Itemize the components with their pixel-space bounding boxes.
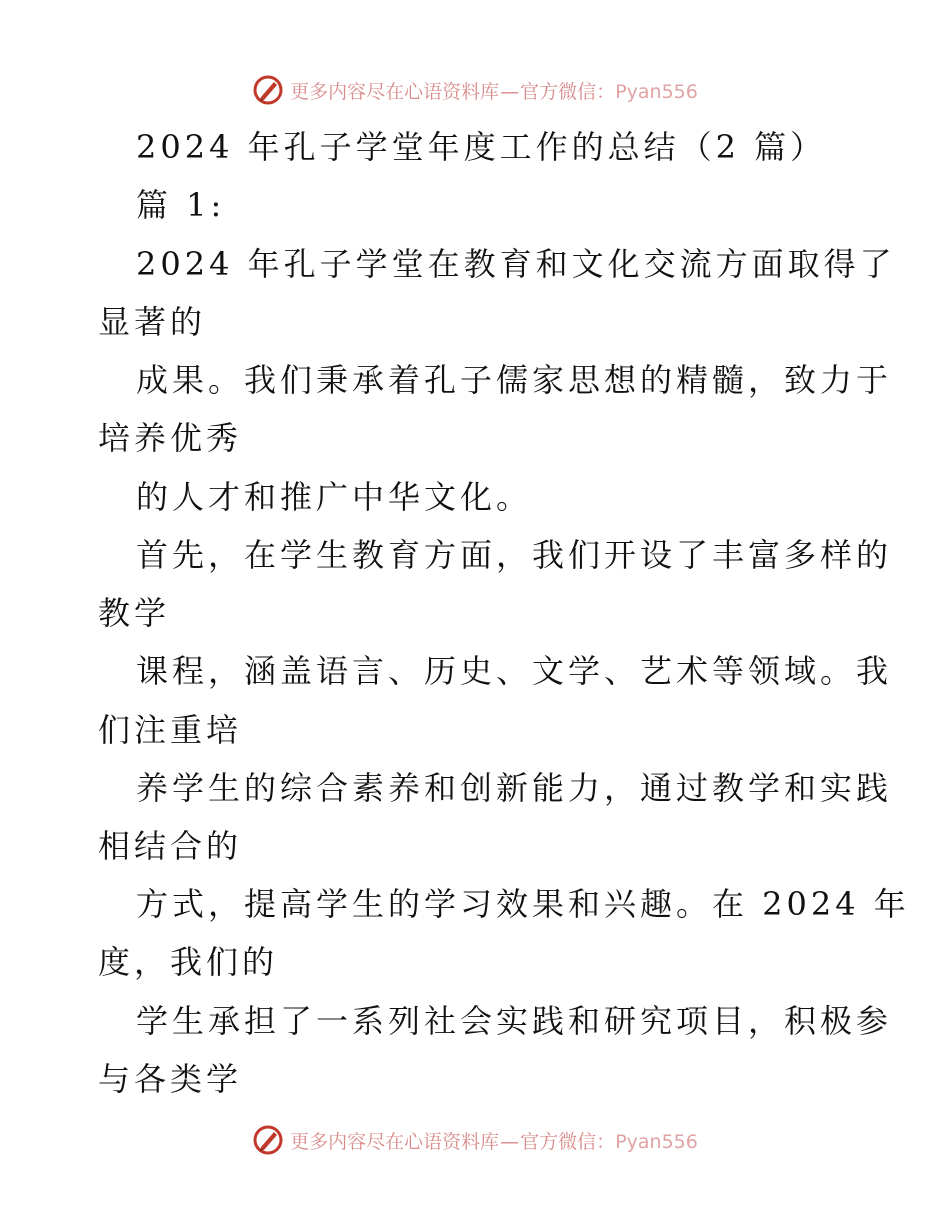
watermark-text: 更多内容尽在心语资料库—官方微信：Pyan556 [290,1130,698,1153]
watermark-text: 更多内容尽在心语资料库—官方微信：Pyan556 [290,80,698,103]
paragraph-line: 方式，提高学生的学习效果和兴趣。在 2024 年 [136,885,910,923]
document-title: 2024 年孔子学堂年度工作的总结（2 篇） [136,128,827,166]
paragraph-line: 成果。我们秉承着孔子儒家思想的精髓，致力于 [136,361,893,399]
paragraph-line: 的人才和推广中华文化。 [136,478,533,516]
paragraph-line: 相结合的 [98,827,243,865]
watermark-header [0,70,950,110]
paragraph-line: 首先，在学生教育方面，我们开设了丰富多样的 [136,536,893,574]
paragraph-line: 度，我们的 [98,943,279,981]
pen-logo-icon [252,1124,284,1156]
paragraph-line: 2024 年孔子学堂在教育和文化交流方面取得了 [136,245,896,283]
section-heading: 篇 1: [136,186,226,224]
paragraph-line: 培养优秀 [98,419,243,457]
paragraph-line: 显著的 [98,303,207,341]
paragraph-line: 学生承担了一系列社会实践和研究项目，积极参 [136,1002,893,1040]
watermark-footer [0,1120,950,1160]
paragraph-line: 们注重培 [98,711,243,749]
paragraph-line: 与各类学 [98,1060,243,1098]
paragraph-line: 课程，涵盖语言、历史、文学、艺术等领域。我 [136,652,893,690]
pen-logo-icon [252,74,284,106]
paragraph-line: 教学 [98,594,171,632]
paragraph-line: 养学生的综合素养和创新能力，通过教学和实践 [136,769,893,807]
